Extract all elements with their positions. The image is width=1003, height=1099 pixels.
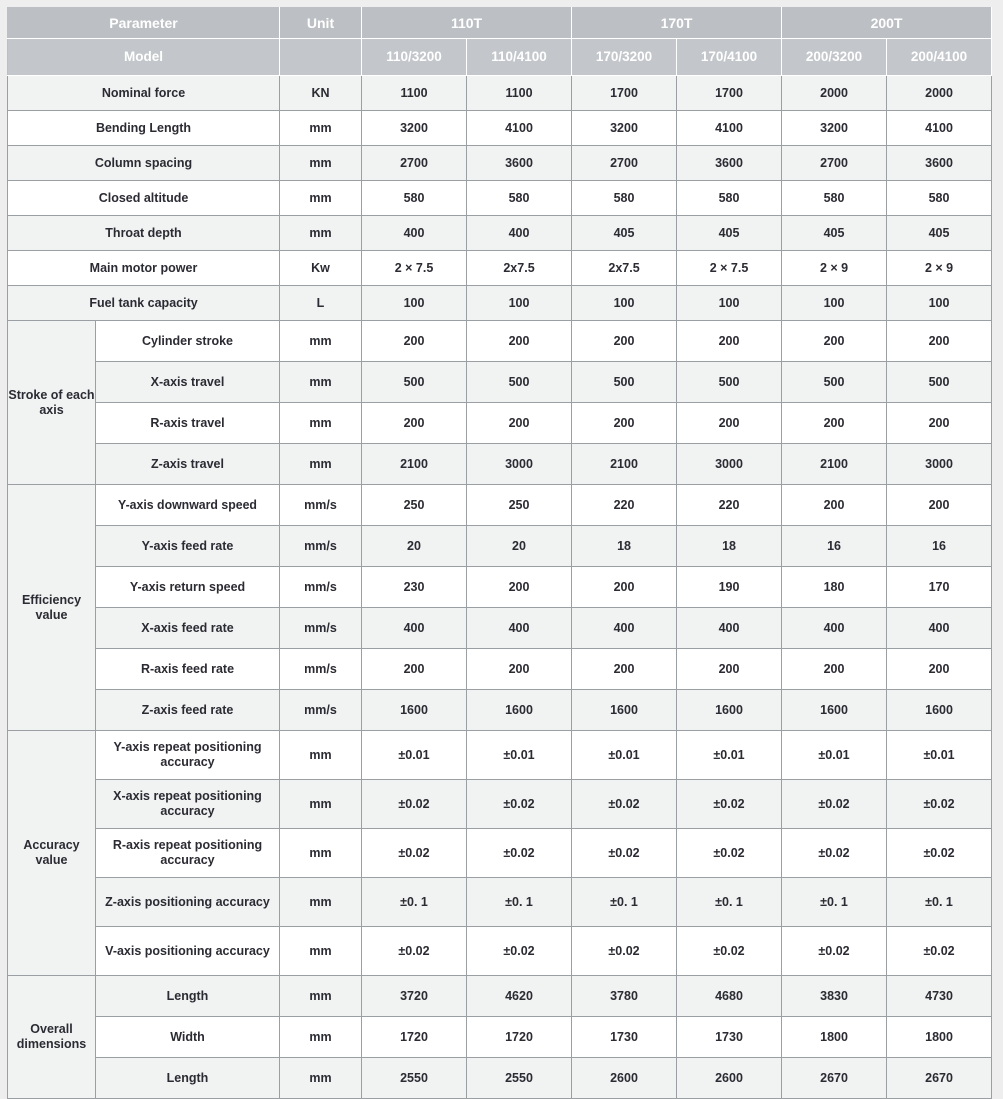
cell-value: 100 <box>572 286 677 321</box>
row-label-length: Length <box>96 1058 280 1099</box>
row-label-cylinder-stroke: Cylinder stroke <box>96 321 280 362</box>
cell-value: 2600 <box>572 1058 677 1099</box>
cell-value: 100 <box>677 286 782 321</box>
row-label-y-axis-feed-rate: Y-axis feed rate <box>96 526 280 567</box>
cell-value: 2700 <box>362 146 467 181</box>
cell-value: 1600 <box>677 690 782 731</box>
row-unit: mm <box>280 829 362 878</box>
row-label-fuel-tank-capacity: Fuel tank capacity <box>8 286 280 321</box>
cell-value: 400 <box>887 608 992 649</box>
cell-value: 4680 <box>677 976 782 1017</box>
cell-value: 1600 <box>572 690 677 731</box>
machine-specification-table <box>7 7 992 1099</box>
cell-value: 200 <box>782 485 887 526</box>
cell-value: 1600 <box>887 690 992 731</box>
cell-value: 3200 <box>572 111 677 146</box>
cell-value: ±0. 1 <box>572 878 677 927</box>
cell-value: 3200 <box>782 111 887 146</box>
table-body <box>8 76 992 1099</box>
header-model-170-3200: 170/3200 <box>572 39 677 76</box>
row-unit: Kw <box>280 251 362 286</box>
spec-table-container <box>7 7 991 1099</box>
cell-value: 580 <box>362 181 467 216</box>
cell-value: 580 <box>572 181 677 216</box>
row-unit: mm/s <box>280 649 362 690</box>
cell-value: ±0.02 <box>782 829 887 878</box>
row-unit: mm <box>280 146 362 181</box>
cell-value: 1720 <box>362 1017 467 1058</box>
row-label-width: Width <box>96 1017 280 1058</box>
table-row <box>8 146 992 181</box>
cell-value: 400 <box>782 608 887 649</box>
row-unit: mm <box>280 1058 362 1099</box>
cell-value: 405 <box>677 216 782 251</box>
cell-value: 2x7.5 <box>467 251 572 286</box>
cell-value: 200 <box>677 403 782 444</box>
row-label-x-axis-travel: X-axis travel <box>96 362 280 403</box>
cell-value: 100 <box>782 286 887 321</box>
cell-value: ±0.01 <box>572 731 677 780</box>
table-header <box>8 8 992 76</box>
header-model-110-3200: 110/3200 <box>362 39 467 76</box>
header-series-110T: 110T <box>362 8 572 39</box>
cell-value: 4100 <box>467 111 572 146</box>
cell-value: 2550 <box>467 1058 572 1099</box>
cell-value: ±0.02 <box>572 780 677 829</box>
row-unit: L <box>280 286 362 321</box>
cell-value: ±0.02 <box>467 780 572 829</box>
row-label-nominal-force: Nominal force <box>8 76 280 111</box>
table-row <box>8 76 992 111</box>
group-label-overall-dimensions: Overall dimensions <box>8 976 96 1099</box>
header-series-200T: 200T <box>782 8 992 39</box>
cell-value: 180 <box>782 567 887 608</box>
cell-value: 3600 <box>467 146 572 181</box>
row-label-y-axis-downward-speed: Y-axis downward speed <box>96 485 280 526</box>
header-unit: Unit <box>280 8 362 39</box>
header-model-200-4100: 200/4100 <box>887 39 992 76</box>
cell-value: 100 <box>467 286 572 321</box>
row-unit: mm/s <box>280 485 362 526</box>
row-label-closed-altitude: Closed altitude <box>8 181 280 216</box>
table-row <box>8 1017 992 1058</box>
table-row <box>8 111 992 146</box>
cell-value: 200 <box>572 567 677 608</box>
cell-value: 200 <box>887 321 992 362</box>
table-row <box>8 780 992 829</box>
cell-value: 200 <box>572 649 677 690</box>
cell-value: 2670 <box>887 1058 992 1099</box>
header-model-170-4100: 170/4100 <box>677 39 782 76</box>
header-model: Model <box>8 39 280 76</box>
cell-value: 200 <box>887 403 992 444</box>
cell-value: 1730 <box>677 1017 782 1058</box>
cell-value: 500 <box>467 362 572 403</box>
cell-value: ±0.02 <box>467 927 572 976</box>
cell-value: ±0.02 <box>677 927 782 976</box>
header-row-series <box>8 8 992 39</box>
table-row <box>8 526 992 567</box>
cell-value: 405 <box>572 216 677 251</box>
row-unit: mm <box>280 216 362 251</box>
cell-value: 200 <box>467 649 572 690</box>
cell-value: 580 <box>887 181 992 216</box>
cell-value: 1100 <box>362 76 467 111</box>
cell-value: ±0.02 <box>677 780 782 829</box>
cell-value: ±0.02 <box>362 780 467 829</box>
row-label-r-axis-travel: R-axis travel <box>96 403 280 444</box>
header-row-model <box>8 39 992 76</box>
row-label-x-axis-feed-rate: X-axis feed rate <box>96 608 280 649</box>
cell-value: ±0. 1 <box>782 878 887 927</box>
row-unit: mm/s <box>280 690 362 731</box>
cell-value: 250 <box>467 485 572 526</box>
cell-value: 230 <box>362 567 467 608</box>
cell-value: 2000 <box>887 76 992 111</box>
row-unit: mm <box>280 444 362 485</box>
table-row <box>8 251 992 286</box>
cell-value: 3000 <box>467 444 572 485</box>
row-unit: mm <box>280 780 362 829</box>
cell-value: 405 <box>782 216 887 251</box>
cell-value: 580 <box>467 181 572 216</box>
cell-value: 2 × 7.5 <box>362 251 467 286</box>
cell-value: 4730 <box>887 976 992 1017</box>
header-model-110-4100: 110/4100 <box>467 39 572 76</box>
cell-value: ±0.02 <box>572 829 677 878</box>
cell-value: 580 <box>782 181 887 216</box>
cell-value: ±0. 1 <box>887 878 992 927</box>
cell-value: 2 × 7.5 <box>677 251 782 286</box>
table-row <box>8 731 992 780</box>
row-label-r-axis-feed-rate: R-axis feed rate <box>96 649 280 690</box>
cell-value: 500 <box>887 362 992 403</box>
cell-value: 2 × 9 <box>782 251 887 286</box>
cell-value: 16 <box>782 526 887 567</box>
row-label-throat-depth: Throat depth <box>8 216 280 251</box>
cell-value: 2100 <box>782 444 887 485</box>
cell-value: 400 <box>362 216 467 251</box>
cell-value: 200 <box>887 485 992 526</box>
cell-value: 3000 <box>887 444 992 485</box>
cell-value: 16 <box>887 526 992 567</box>
cell-value: 1600 <box>467 690 572 731</box>
cell-value: 200 <box>782 321 887 362</box>
cell-value: 400 <box>362 608 467 649</box>
group-label-accuracy-value: Accuracy value <box>8 731 96 976</box>
cell-value: 220 <box>572 485 677 526</box>
row-unit: mm <box>280 976 362 1017</box>
table-row <box>8 1058 992 1099</box>
table-row <box>8 927 992 976</box>
cell-value: 3600 <box>677 146 782 181</box>
cell-value: ±0.02 <box>782 927 887 976</box>
cell-value: 3720 <box>362 976 467 1017</box>
cell-value: ±0.01 <box>782 731 887 780</box>
cell-value: 200 <box>362 321 467 362</box>
cell-value: ±0.01 <box>677 731 782 780</box>
cell-value: 2550 <box>362 1058 467 1099</box>
table-row <box>8 878 992 927</box>
row-unit: mm <box>280 362 362 403</box>
row-label-length: Length <box>96 976 280 1017</box>
row-label-z-axis-positioning-accuracy: Z-axis positioning accuracy <box>96 878 280 927</box>
row-unit: mm <box>280 878 362 927</box>
row-unit: mm <box>280 111 362 146</box>
cell-value: 4100 <box>677 111 782 146</box>
row-label-z-axis-feed-rate: Z-axis feed rate <box>96 690 280 731</box>
cell-value: 200 <box>362 649 467 690</box>
cell-value: 2100 <box>572 444 677 485</box>
cell-value: ±0.02 <box>887 927 992 976</box>
row-unit: mm <box>280 403 362 444</box>
cell-value: 200 <box>887 649 992 690</box>
cell-value: 500 <box>362 362 467 403</box>
cell-value: 1730 <box>572 1017 677 1058</box>
cell-value: 20 <box>362 526 467 567</box>
group-label-stroke-of-each-axis: Stroke of each axis <box>8 321 96 485</box>
cell-value: 200 <box>677 321 782 362</box>
cell-value: 405 <box>887 216 992 251</box>
cell-value: 2670 <box>782 1058 887 1099</box>
cell-value: 200 <box>362 403 467 444</box>
cell-value: 500 <box>677 362 782 403</box>
table-row <box>8 829 992 878</box>
cell-value: 2000 <box>782 76 887 111</box>
cell-value: ±0. 1 <box>362 878 467 927</box>
cell-value: 1800 <box>782 1017 887 1058</box>
row-label-r-axis-repeat-positioning-accuracy: R-axis repeat positioning accuracy <box>96 829 280 878</box>
cell-value: 2100 <box>362 444 467 485</box>
cell-value: 400 <box>677 608 782 649</box>
cell-value: ±0.02 <box>677 829 782 878</box>
cell-value: 2x7.5 <box>572 251 677 286</box>
header-unit-blank <box>280 39 362 76</box>
cell-value: 170 <box>887 567 992 608</box>
cell-value: 200 <box>467 403 572 444</box>
cell-value: 250 <box>362 485 467 526</box>
cell-value: 3780 <box>572 976 677 1017</box>
cell-value: 220 <box>677 485 782 526</box>
cell-value: 18 <box>677 526 782 567</box>
cell-value: 100 <box>887 286 992 321</box>
cell-value: 190 <box>677 567 782 608</box>
cell-value: ±0.02 <box>782 780 887 829</box>
cell-value: ±0.02 <box>572 927 677 976</box>
row-label-y-axis-return-speed: Y-axis return speed <box>96 567 280 608</box>
cell-value: 18 <box>572 526 677 567</box>
cell-value: ±0.02 <box>887 829 992 878</box>
cell-value: ±0.01 <box>362 731 467 780</box>
cell-value: 1700 <box>572 76 677 111</box>
cell-value: 4100 <box>887 111 992 146</box>
cell-value: ±0.01 <box>467 731 572 780</box>
row-label-v-axis-positioning-accuracy: V-axis positioning accuracy <box>96 927 280 976</box>
row-label-z-axis-travel: Z-axis travel <box>96 444 280 485</box>
cell-value: 3600 <box>887 146 992 181</box>
table-row <box>8 649 992 690</box>
cell-value: 3200 <box>362 111 467 146</box>
row-unit: mm/s <box>280 608 362 649</box>
table-row <box>8 485 992 526</box>
row-unit: mm <box>280 1017 362 1058</box>
cell-value: ±0.02 <box>467 829 572 878</box>
cell-value: 2700 <box>572 146 677 181</box>
cell-value: 20 <box>467 526 572 567</box>
row-unit: mm/s <box>280 567 362 608</box>
cell-value: 200 <box>572 403 677 444</box>
cell-value: 500 <box>572 362 677 403</box>
cell-value: 1600 <box>362 690 467 731</box>
cell-value: 3000 <box>677 444 782 485</box>
cell-value: 1800 <box>887 1017 992 1058</box>
cell-value: 200 <box>677 649 782 690</box>
table-row <box>8 608 992 649</box>
cell-value: 4620 <box>467 976 572 1017</box>
row-unit: mm <box>280 731 362 780</box>
cell-value: 1100 <box>467 76 572 111</box>
row-label-bending-length: Bending Length <box>8 111 280 146</box>
cell-value: 580 <box>677 181 782 216</box>
cell-value: 200 <box>572 321 677 362</box>
group-label-efficiency-value: Efficiency value <box>8 485 96 731</box>
cell-value: 400 <box>467 608 572 649</box>
header-parameter: Parameter <box>8 8 280 39</box>
table-row <box>8 976 992 1017</box>
cell-value: 2700 <box>782 146 887 181</box>
header-model-200-3200: 200/3200 <box>782 39 887 76</box>
row-label-main-motor-power: Main motor power <box>8 251 280 286</box>
cell-value: 3830 <box>782 976 887 1017</box>
cell-value: 1700 <box>677 76 782 111</box>
cell-value: 500 <box>782 362 887 403</box>
header-series-170T: 170T <box>572 8 782 39</box>
table-row <box>8 181 992 216</box>
cell-value: 200 <box>467 567 572 608</box>
cell-value: 200 <box>782 403 887 444</box>
cell-value: 200 <box>782 649 887 690</box>
row-unit: mm/s <box>280 526 362 567</box>
row-unit: mm <box>280 321 362 362</box>
cell-value: 200 <box>467 321 572 362</box>
table-row <box>8 362 992 403</box>
row-label-y-axis-repeat-positioning-accuracy: Y-axis repeat positioning accuracy <box>96 731 280 780</box>
cell-value: ±0. 1 <box>677 878 782 927</box>
table-row <box>8 286 992 321</box>
cell-value: ±0.01 <box>887 731 992 780</box>
table-row <box>8 444 992 485</box>
table-row <box>8 321 992 362</box>
row-unit: mm <box>280 181 362 216</box>
table-row <box>8 403 992 444</box>
cell-value: 1720 <box>467 1017 572 1058</box>
cell-value: 2 × 9 <box>887 251 992 286</box>
cell-value: ±0.02 <box>362 829 467 878</box>
row-unit: mm <box>280 927 362 976</box>
table-row <box>8 567 992 608</box>
cell-value: 2600 <box>677 1058 782 1099</box>
cell-value: 100 <box>362 286 467 321</box>
cell-value: ±0.02 <box>887 780 992 829</box>
cell-value: 1600 <box>782 690 887 731</box>
table-row <box>8 216 992 251</box>
row-label-column-spacing: Column spacing <box>8 146 280 181</box>
cell-value: 400 <box>467 216 572 251</box>
table-row <box>8 690 992 731</box>
row-label-x-axis-repeat-positioning-accuracy: X-axis repeat positioning accuracy <box>96 780 280 829</box>
cell-value: 400 <box>572 608 677 649</box>
cell-value: ±0.02 <box>362 927 467 976</box>
row-unit: KN <box>280 76 362 111</box>
cell-value: ±0. 1 <box>467 878 572 927</box>
